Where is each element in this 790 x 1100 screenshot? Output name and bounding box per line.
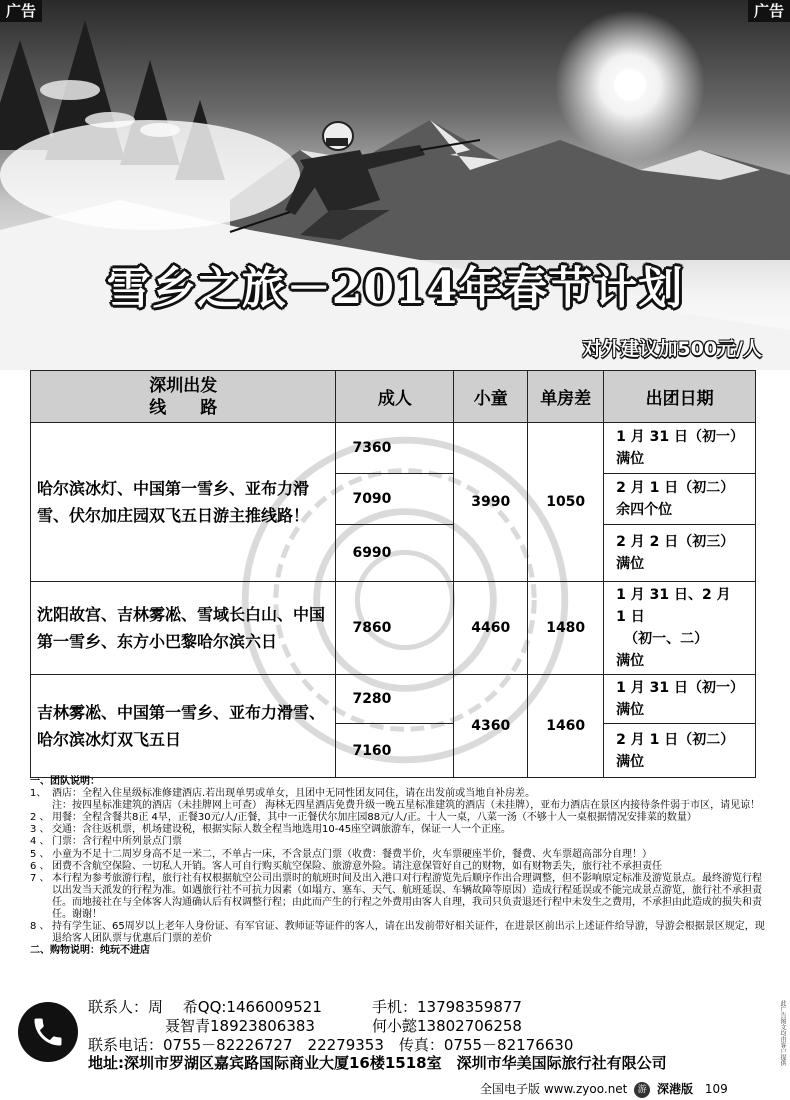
note-text: 本行程为参考旅游行程，旅行社有权根据航空公司出票时的航班时间及出入港口对行程游览先后顺序作出合理调整，但不影响原定标准及游览景点。最终游览行程以出发当天派发的行程为准。如遇旅行社不可抗力因素（如塌方、塞车、天气、航班延误、车辆故障等原因）造成行程延误或不能完成景点游览，旅行社不承担责任。而地接社在与全体客人沟通确认后有权调整行程；由此而产生的行程之外费用由客人自理，我司只负责退还行程中未发生之费用，不承担由此造成的损失和责任。谢谢！ [52, 872, 762, 921]
publisher-logo-icon: 游 [634, 1082, 650, 1098]
note-text: 交通：含往返机票，机场建设税，根据实际人数全程当地选用10-45座空调旅游车，保证一人一个正座。 [52, 824, 512, 836]
ad-label-left: 广告 [0, 0, 42, 22]
table-row [31, 582, 756, 675]
phone-icon [18, 1002, 78, 1062]
note-text: 用餐：全程含餐共8正 4早，正餐30元/人/正餐，其中一正餐伏尔加庄园88元/人/正。十人一桌，八菜一汤（不够十人一桌根据情况安排菜的数量） [52, 812, 697, 824]
contact-block [0, 994, 790, 1072]
page-title: 雪乡之旅－2014年春节计划 [106, 263, 684, 314]
departure-date: 1 月 31 日（初一） [616, 680, 745, 696]
footer-url[interactable]: www.zyoo.net [543, 1082, 628, 1096]
terms-notes [30, 776, 765, 957]
departure-status: 满位 [616, 451, 645, 467]
footer-region: 深港版 [657, 1082, 694, 1096]
single-supplement: 1480 [528, 582, 604, 675]
tour-table [30, 370, 756, 778]
table-row [31, 423, 756, 474]
col-single: 单房差 [528, 371, 604, 423]
departure-date: 2 月 2 日（初三） [616, 534, 735, 550]
note-text: 门票：含行程中所列景点门票 [52, 836, 182, 848]
departure-status: 满位 [616, 556, 645, 572]
departure-cell [604, 525, 756, 582]
single-supplement: 1050 [528, 423, 604, 582]
single-supplement: 1460 [528, 675, 604, 778]
note-subtext: 注：按四星标准建筑的酒店（未挂牌网上可查） 海林无四星酒店免费升级一晚五星标准建筑的酒店（未挂牌），亚布力酒店在景区内接待条件弱于市区，请见谅！ [52, 800, 761, 812]
note-item [30, 812, 765, 824]
note-item [30, 836, 765, 848]
note-item [30, 824, 765, 836]
page-footer [480, 1080, 728, 1098]
departure-status: 满位 [616, 702, 645, 718]
note-item [30, 861, 765, 873]
col-route-line2: 线 路 [149, 397, 218, 418]
contact-phone-fax: 联系电话：0755－82226727 22279353 传真：0755－82176630 [88, 1036, 574, 1054]
child-price: 4360 [454, 675, 528, 778]
notes-header: 一、团队说明： [30, 776, 100, 787]
departure-date: 1 月 31 日、2 月 1 日 [616, 587, 731, 625]
note-number: 2 、 [30, 812, 50, 824]
footer-edition: 全国电子版 [480, 1082, 541, 1096]
departure-cell [604, 423, 756, 474]
col-route [31, 371, 336, 423]
adult-price: 6990 [336, 525, 454, 582]
departure-date: 2 月 1 日（初二） [616, 480, 735, 496]
departure-cell [604, 724, 756, 778]
note-number: 7 、 [30, 872, 50, 884]
powder-spray [0, 120, 300, 230]
col-dates: 出团日期 [604, 371, 756, 423]
table-row [31, 675, 756, 724]
col-child: 小童 [454, 371, 528, 423]
note-text: 团费不含航空保险、一切私人开销。客人可自行购买航空保险、旅游意外险。请注意保管好自己的财物，如有财物丢失，旅行社不承担责任 [52, 860, 662, 872]
adult-price: 7360 [336, 423, 454, 474]
contact-person-1: 联系人：周 希QQ:1466009521 [88, 998, 322, 1016]
shopping-note: 二、购物说明：纯玩不进店 [30, 945, 150, 957]
col-adult: 成人 [336, 371, 454, 423]
departure-status: 满位 [616, 753, 645, 770]
adult-price: 7090 [336, 474, 454, 525]
note-item [30, 849, 765, 861]
child-price: 4460 [454, 582, 528, 675]
sun [614, 69, 646, 101]
departure-date: 2 月 1 日（初二） [616, 731, 735, 748]
departure-status: 余四个位 [616, 502, 673, 518]
departure-date: 1 月 31 日（初一） [616, 429, 745, 445]
departure-date-lunar: （初一、二） [624, 631, 709, 647]
price-note: 对外建议加500元/人 [582, 338, 762, 360]
contact-address: 地址:深圳市罗湖区嘉宾路国际商业大厦16楼1518室 深圳市华美国际旅行社有限公司 [88, 1054, 667, 1072]
note-text: 酒店：全程入住星级标准修建酒店.若出现单男或单女，且团中无同性团友同住，请在出发前或当地自补房差。 [52, 788, 536, 800]
departure-cell [604, 474, 756, 525]
note-number: 3 、 [30, 824, 50, 836]
note-number: 4 、 [30, 836, 50, 848]
note-number: 1、 [30, 788, 47, 800]
note-item [30, 788, 765, 800]
note-item [30, 921, 765, 945]
note-item [30, 873, 765, 921]
note-number: 5 、 [30, 848, 50, 860]
contact-mobile-1: 手机：13798359877 [372, 998, 522, 1016]
child-price: 3990 [454, 423, 528, 582]
page-number: 109 [704, 1082, 728, 1096]
side-disclaimer: 此广告图文均由客户提供 [779, 1000, 786, 1066]
departure-status: 满位 [616, 653, 645, 669]
table-header-row [31, 371, 756, 423]
adult-price: 7280 [336, 675, 454, 724]
route-cell: 吉林雾凇、中国第一雪乡、亚布力滑雪、哈尔滨冰灯双飞五日 [31, 675, 336, 778]
adult-price: 7160 [336, 724, 454, 778]
note-text: 持有学生证、65周岁以上老年人身份证、有军官证、教师证等证件的客人，请在出发前带好相关证件，在进景区前出示上述证件给导游，导游会根据景区规定，现退给客人团队票与优惠后门票的差价 [52, 921, 765, 945]
contact-person-3: 何小懿13802706258 [372, 1017, 522, 1035]
ad-label-right: 广告 [748, 0, 790, 22]
note-text: 小童为不足十二周岁身高不足一米二，不单占一床，不含景点门票（收费：餐费半价，火车票硬座半价，餐费、火车票超高部分自理！） [52, 848, 652, 860]
tour-table-container [30, 370, 756, 772]
departure-cell [604, 675, 756, 724]
route-cell: 哈尔滨冰灯、中国第一雪乡、亚布力滑雪、伏尔加庄园双飞五日游主推线路！ [31, 423, 336, 582]
mountain-range [230, 120, 790, 260]
adult-price: 7860 [336, 582, 454, 675]
departure-cell [604, 582, 756, 675]
col-route-line1: 深圳出发 [149, 375, 218, 396]
note-number: 8 、 [30, 921, 50, 933]
route-cell: 沈阳故宫、吉林雾凇、雪域长白山、中国第一雪乡、东方小巴黎哈尔滨六日 [31, 582, 336, 675]
note-number: 6 、 [30, 860, 50, 872]
contact-person-2: 聂智青18923806383 [165, 1017, 315, 1035]
